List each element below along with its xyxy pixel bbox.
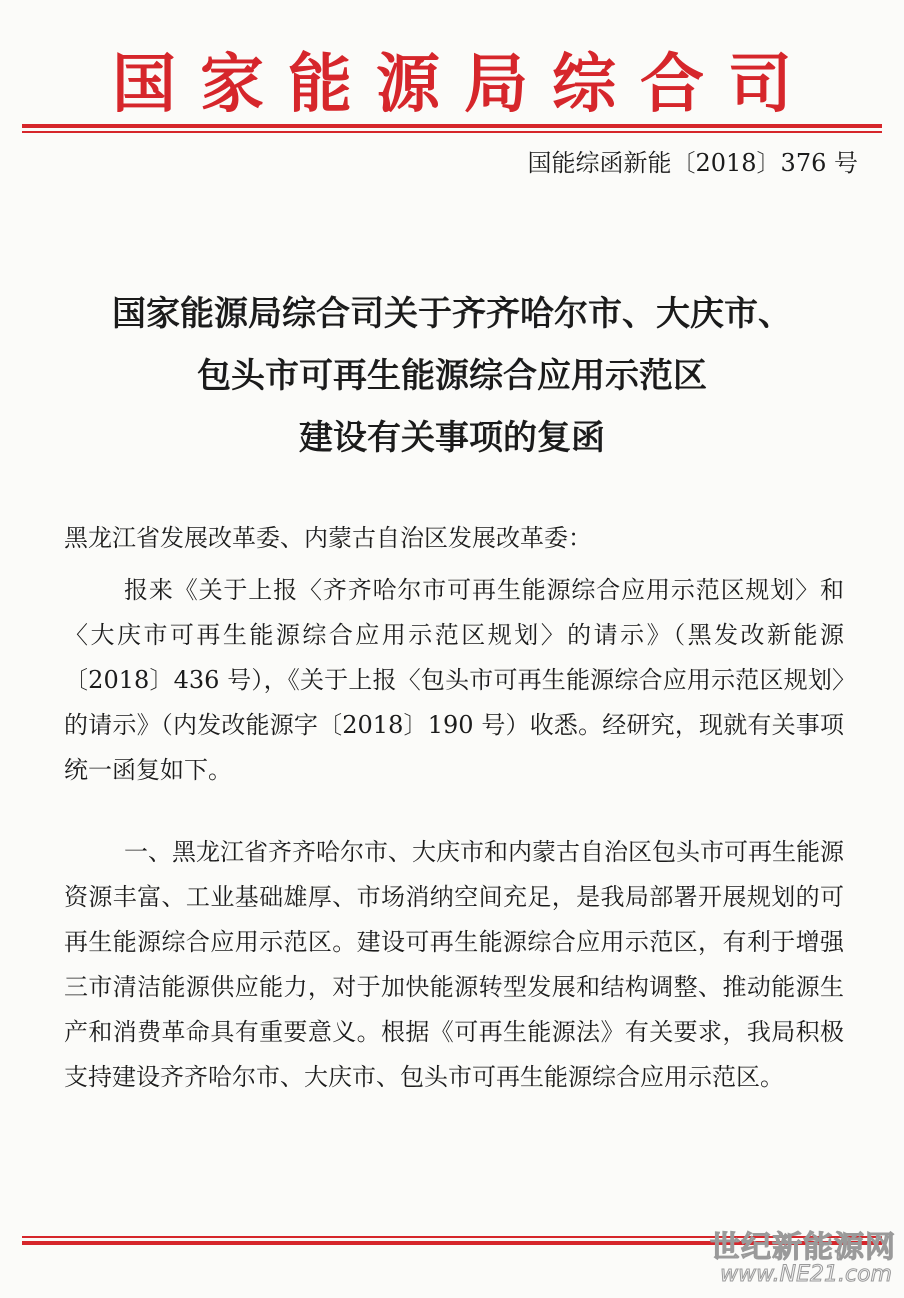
agency-header: 国家能源局综合司 [112, 47, 816, 122]
document-title-line-2: 包头市可再生能源综合应用示范区 [197, 356, 707, 396]
body-paragraph-2: 一、黑龙江省齐齐哈尔市、大庆市和内蒙古自治区包头市可再生能源资源丰富、工业基础雄厚、市场消纳空间充足，是我局部署开展规划的可再生能源综合应用示范区。建设可再生能源综合应用示范区，有利于增强三市清洁能源供应能力，对于加快能源转型发展和结构调整、推动能源生产和消费革命具有重要意义。根据《可再生能源法》有关要求，我局积极支持建设齐齐哈尔市、大庆市、包头市可再生能源综合应用示范区。 [64, 838, 844, 1091]
document-number: 国能综函新能〔2018〕376 号 [527, 149, 858, 177]
salutation: 黑龙江省发展改革委、内蒙古自治区发展改革委： [64, 524, 592, 552]
body-paragraph-1: 报来《关于上报〈齐齐哈尔市可再生能源综合应用示范区规划〉和〈大庆市可再生能源综合应用示范区规划〉的请示》（黑发改新能源〔2018〕436 号），《关于上报〈包头市可再生能源综合应用示范区规划〉的请示》（内发改能源字〔2018〕190 号）收悉。经研究，现就有关事项统一函复如下。 [64, 576, 844, 784]
document-title-line-1: 国家能源局综合司关于齐齐哈尔市、大庆市、 [112, 294, 792, 334]
document-title-line-3: 建设有关事项的复函 [299, 418, 605, 458]
watermark-name: 世纪新能源网 [710, 1230, 896, 1265]
watermark-url: www.NE21.com [720, 1262, 892, 1287]
header-rule-thick [22, 124, 882, 128]
header-rule-thin [22, 131, 882, 133]
